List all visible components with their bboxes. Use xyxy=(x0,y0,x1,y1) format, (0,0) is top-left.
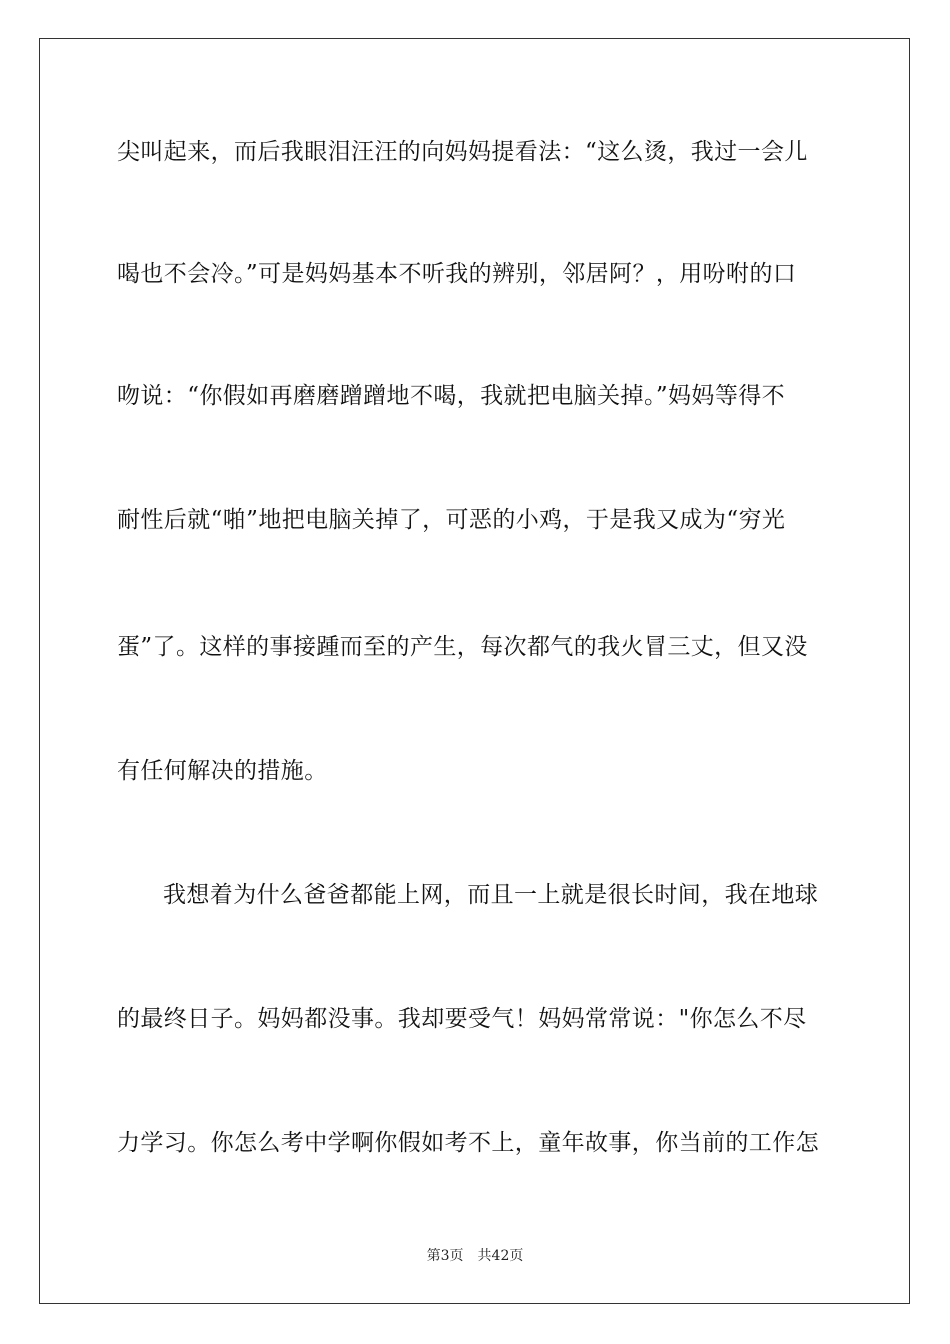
body-text-line-6: 有任何解决的措施。 xyxy=(117,758,328,784)
page-footer xyxy=(0,1246,950,1266)
body-text-line-9: 力学习。你怎么考中学啊你假如考不上，童年故事，你当前的工作怎 xyxy=(117,1130,819,1156)
body-text-line-4: 耐性后就“啪”地把电脑关掉了，可恶的小鸡，于是我又成为“穷光 xyxy=(117,507,786,533)
body-text-line-5: 蛋”了。这样的事接踵而至的产生，每次都气的我火冒三丈，但又没 xyxy=(117,634,808,660)
page-border xyxy=(39,38,910,1304)
body-text-line-3: 吻说：“你假如再磨磨蹭蹭地不喝，我就把电脑关掉。”妈妈等得不 xyxy=(117,383,786,409)
page-total: 共42页 xyxy=(477,1248,524,1264)
body-text-line-2: 喝也不会冷。”可是妈妈基本不听我的辨别，邻居阿？，用吩咐的口 xyxy=(117,261,797,287)
body-text-line-1: 尖叫起来，而后我眼泪汪汪的向妈妈提看法：“这么烫，我过一会儿 xyxy=(117,139,808,165)
body-text-line-7: 我想着为什么爸爸都能上网，而且一上就是很长时间，我在地球 xyxy=(163,882,819,908)
body-text-line-8: 的最终日子。妈妈都没事。我却要受气！妈妈常常说："你怎么不尽 xyxy=(117,1006,807,1032)
page-number: 第3页 xyxy=(426,1248,464,1264)
